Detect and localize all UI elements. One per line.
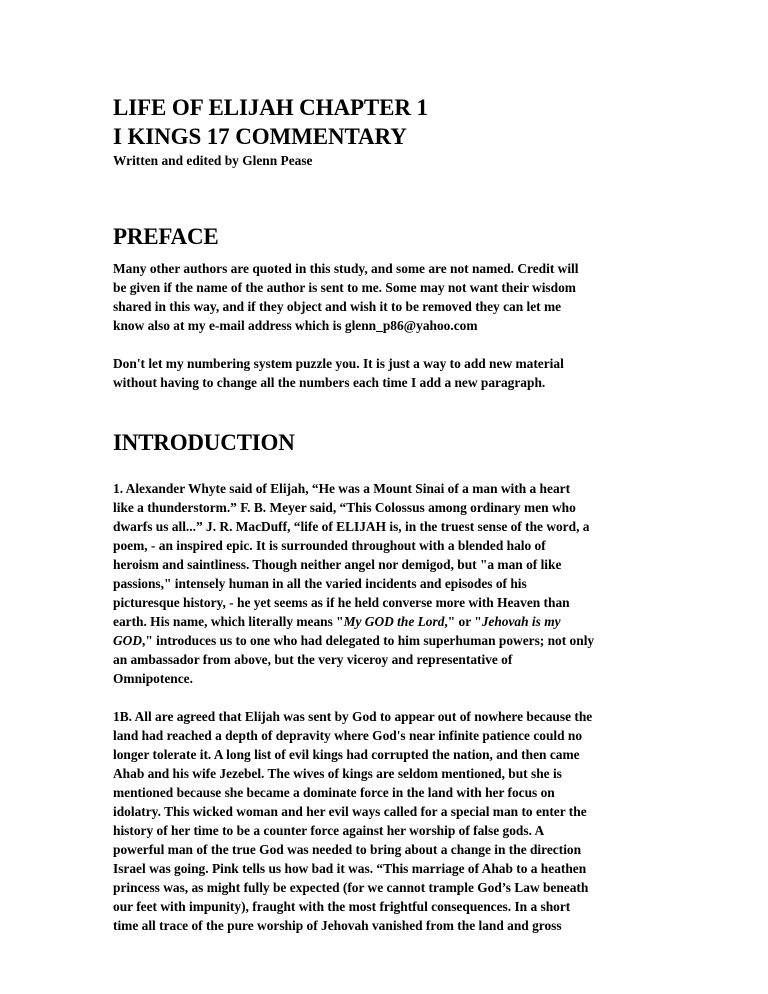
italic-text: Jehovah is my (481, 614, 561, 629)
text-line: Ahab and his wife Jezebel. The wives of kings are seldom mentioned, but she is (113, 766, 562, 781)
text-line: heroism and saintliness. Though neither angel nor demigod, but "a man of like (113, 557, 562, 572)
text-line: passions," intensely human in all the varied incidents and episodes of his (113, 576, 527, 591)
text-line: shared in this way, and if they object and wish it to be removed they can let me (113, 299, 562, 314)
document-title (113, 93, 658, 151)
text-line: powerful man of the true God was needed to bring about a change in the direction (113, 842, 582, 857)
introduction-paragraph (113, 479, 658, 688)
title-line: LIFE OF ELIJAH CHAPTER 1 (113, 95, 428, 120)
text-line (113, 631, 658, 650)
preface-paragraph (113, 354, 658, 392)
text-line: Many other authors are quoted in this study, and some are not named. Credit will (113, 261, 579, 276)
title-line: I KINGS 17 COMMENTARY (113, 124, 407, 149)
text-line: land had reached a depth of depravity where God's near infinite patience could no (113, 728, 583, 743)
text-line: 1B. All are agreed that Elijah was sent by God to appear out of nowhere because the (113, 709, 593, 724)
text-line: idolatry. This wicked woman and her evil ways called for a special man to enter the (113, 804, 587, 819)
text-line: Omnipotence. (113, 671, 193, 686)
text-line: poem, - an inspired epic. It is surrounded throughout with a blended halo of (113, 538, 546, 553)
text-line: our feet with impunity), fraught with the most frightful consequences. In a short (113, 899, 571, 914)
text-line: mentioned because she became a dominate force in the land with her focus on (113, 785, 555, 800)
text-line: Don't let my numbering system puzzle you. It is just a way to add new material (113, 356, 564, 371)
document-page (113, 93, 658, 935)
text-line: without having to change all the numbers each time I add a new paragraph. (113, 375, 546, 390)
text-run: ," introduces us to one who had delegated to him superhuman powers; not only (142, 633, 595, 648)
text-line: longer tolerate it. A long list of evil kings had corrupted the nation, and then came (113, 747, 580, 762)
text-run: ," or " (444, 614, 482, 629)
text-line (113, 612, 658, 631)
text-run: earth. His name, which literally means " (113, 614, 344, 629)
text-line: dwarfs us all...” J. R. MacDuff, “life of ELIJAH is, in the truest sense of the word, a (113, 519, 590, 534)
byline: Written and edited by Glenn Pease (113, 153, 313, 168)
preface-paragraph (113, 259, 658, 335)
italic-text: GOD (113, 633, 143, 648)
text-line: know also at my e-mail address which is glenn_p86@yahoo.com (113, 318, 478, 333)
text-line: 1. Alexander Whyte said of Elijah, “He was a Mount Sinai of a man with a heart (113, 481, 571, 496)
text-line: princess was, as might fully be expected (for we cannot trample God’s Law beneath (113, 880, 589, 895)
text-line: history of her time to be a counter force against her worship of false gods. A (113, 823, 545, 838)
introduction-heading: INTRODUCTION (113, 430, 295, 455)
text-line: be given if the name of the author is sent to me. Some may not want their wisdom (113, 280, 576, 295)
preface-heading: PREFACE (113, 224, 219, 249)
text-line: Israel was going. Pink tells us how bad it was. “This marriage of Ahab to a heathen (113, 861, 587, 876)
italic-text: My GOD the Lord (343, 614, 445, 629)
introduction-paragraph (113, 707, 658, 935)
text-line: an ambassador from above, but the very viceroy and representative of (113, 652, 513, 667)
text-line: like a thunderstorm.” F. B. Meyer said, “This Colossus among ordinary men who (113, 500, 576, 515)
text-line: picturesque history, - he yet seems as if he held converse more with Heaven than (113, 595, 570, 610)
text-line: time all trace of the pure worship of Jehovah vanished from the land and gross (113, 918, 562, 933)
